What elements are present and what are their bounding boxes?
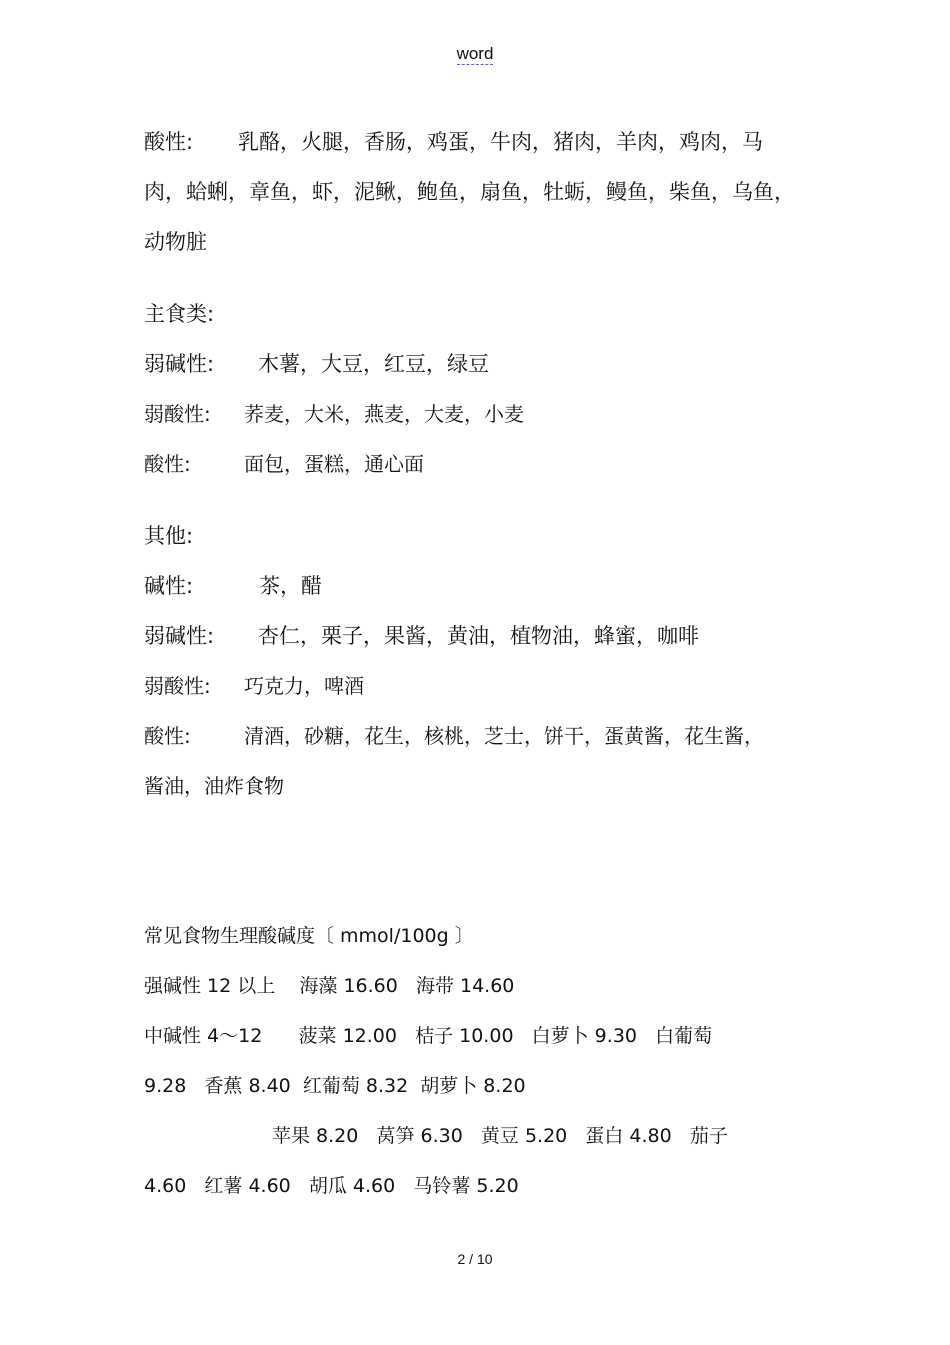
other-row-text: 杏仁，栗子，果酱，黄油，植物油，蜂蜜，咖啡	[258, 624, 699, 648]
other-row-label: 弱碱性:	[144, 624, 215, 648]
table-line: 中碱性 4～12 菠菜 12.00 桔子 10.00 白萝卜 9.30 白葡萄	[144, 1025, 713, 1047]
header-title: word	[456, 44, 494, 63]
meat-acid-text: 乳酪，火腿，香肠，鸡蛋，牛肉，猪肉，羊肉，鸡肉，马	[238, 130, 763, 154]
other-row-text: 巧克力，啤酒	[244, 674, 364, 698]
other-row	[144, 674, 364, 698]
staple-row	[144, 452, 424, 476]
other-row-label: 酸性:	[144, 724, 191, 748]
table-line: 9.28 香蕉 8.40 红葡萄 8.32 胡萝卜 8.20	[144, 1075, 526, 1097]
other-row-label: 碱性:	[144, 574, 194, 598]
staple-row-label: 酸性:	[144, 452, 191, 476]
table-line: 苹果 8.20 莴笋 6.30 黄豆 5.20 蛋白 4.80 茄子	[272, 1125, 728, 1147]
page-header	[0, 44, 950, 64]
page-number: 2 / 10	[457, 1251, 493, 1267]
table-line: 强碱性 12 以上 海藻 16.60 海带 14.60	[144, 975, 515, 997]
meat-line-1	[144, 130, 763, 154]
staple-row-text: 面包，蛋糕，通心面	[244, 452, 424, 476]
other-row-text: 清酒，砂糖，花生，核桃，芝士，饼干，蛋黄酱，花生酱，	[244, 724, 764, 748]
other-row	[144, 624, 699, 648]
other-row-text: 茶，醋	[259, 574, 322, 598]
staple-row-text: 木薯，大豆，红豆，绿豆	[258, 352, 489, 376]
other-row-label: 弱酸性:	[144, 674, 211, 698]
table-line: 4.60 红薯 4.60 胡瓜 4.60 马铃薯 5.20	[144, 1175, 519, 1197]
staple-heading: 主食类:	[144, 302, 215, 326]
meat-acid-label: 酸性:	[144, 130, 194, 154]
other-row	[144, 724, 764, 748]
other-heading: 其他:	[144, 524, 194, 548]
other-row	[144, 574, 322, 598]
staple-row-text: 荞麦，大米，燕麦，大麦，小麦	[244, 402, 524, 426]
other-row-continuation: 酱油，油炸食物	[144, 774, 284, 798]
meat-line-3: 动物脏	[144, 230, 207, 254]
staple-row-label: 弱碱性:	[144, 352, 215, 376]
table-title: 常见食物生理酸碱度〔 mmol/100g 〕	[144, 925, 474, 947]
meat-line-2: 肉，蛤蜊，章鱼，虾，泥鳅，鲍鱼，扇鱼，牡蛎，鳗鱼，柴鱼，乌鱼，	[144, 180, 795, 204]
staple-row	[144, 352, 489, 376]
staple-row-label: 弱酸性:	[144, 402, 211, 426]
staple-row	[144, 402, 524, 426]
